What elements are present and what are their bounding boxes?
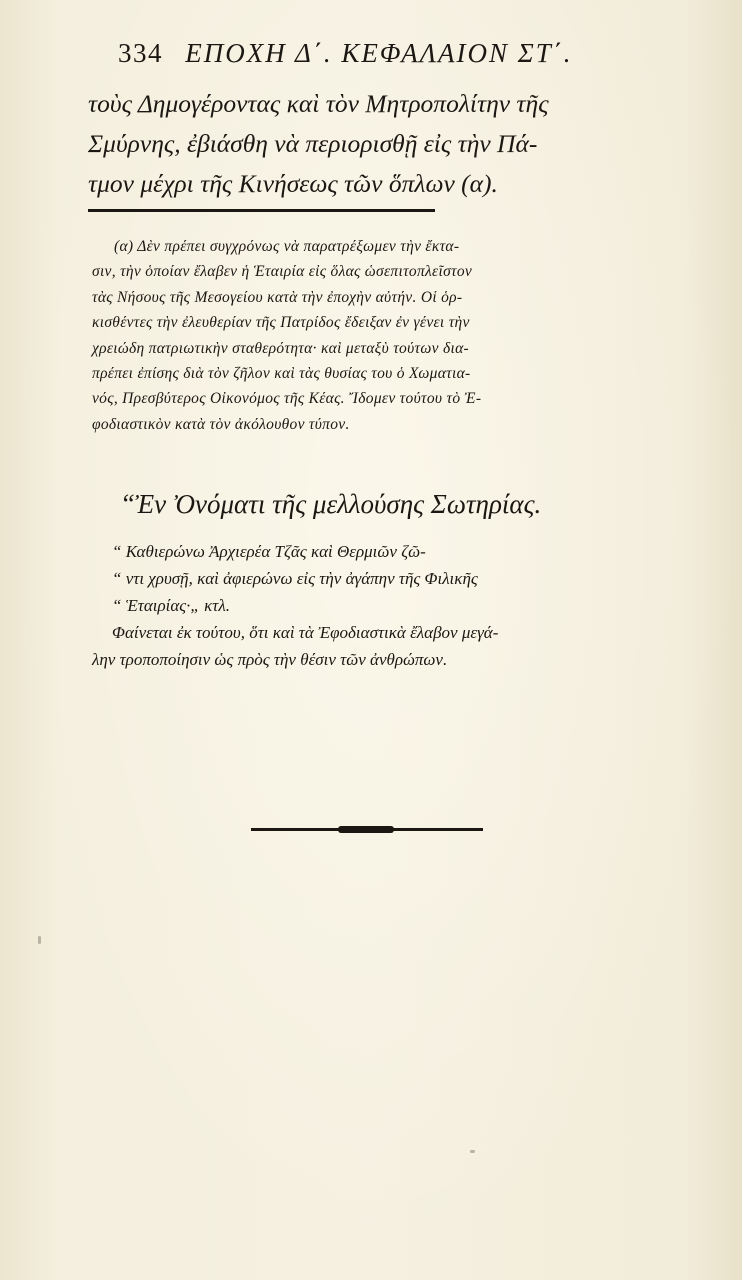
main-paragraph bbox=[88, 84, 688, 204]
running-head: ΕΠΟΧΗ Δ΄. ΚΕΦΑΛΑΙΟΝ ΣΤ΄. bbox=[185, 38, 573, 68]
quote-body bbox=[92, 538, 690, 673]
main-line: Σμύρνης, ἐβιάσθη νὰ περιορισθῇ εἰς τὴν Πά- bbox=[88, 129, 538, 158]
main-line: τμον μέχρι τῆς Κινήσεως τῶν ὅπλων (α). bbox=[88, 169, 498, 198]
quote-line: λην τροποποίησιν ὡς πρὸς τὴν θέσιν τῶν ἀνθρώπων. bbox=[92, 650, 448, 669]
footnote-line: τὰς Νήσους τῆς Μεσογείου κατὰ τὴν ἐποχὴν αὐτήν. Οἱ ὁρ- bbox=[92, 288, 463, 306]
footnote-line: φοδιαστικὸν κατὰ τὸν ἀκόλουθον τύπον. bbox=[92, 415, 350, 433]
paper-speck bbox=[38, 936, 41, 944]
footnote-line: σιν, τὴν ὁποίαν ἔλαβεν ἡ Ἑταιρία εἰς ὅλας ὡσεπιτοπλεῖστον bbox=[92, 263, 473, 281]
quote-line: “ Καθιερώνω Ἀρχιερέα Τζᾶς καὶ Θερμιῶν ζῶ- bbox=[112, 542, 426, 561]
footnote-line: (α) Δὲν πρέπει συγχρόνως νὰ παρατρέξωμεν τὴν ἔκτα- bbox=[114, 238, 460, 255]
quote-line: Φαίνεται ἐκ τούτου, ὅτι καὶ τὰ Ἐφοδιαστικὰ ἔλαβον μεγά- bbox=[112, 623, 499, 642]
quote-title: “Ἐν Ὀνόματι τῆς μελλούσης Σωτηρίας. bbox=[120, 489, 542, 519]
footnote-line: χρειώδη πατριωτικὴν σταθερότητα· καὶ μεταξὺ τούτων δια- bbox=[92, 339, 469, 357]
end-ornament-center bbox=[338, 826, 394, 833]
footnote-separator-rule bbox=[88, 209, 435, 212]
footnote bbox=[92, 234, 690, 437]
paper-speck bbox=[470, 1150, 475, 1153]
footnote-line: νός, Πρεσβύτερος Οἰκονόμος τῆς Κέας. Ἴδομεν τούτου τὸ Ἐ- bbox=[92, 390, 482, 408]
quote-line: “ ντι χρυσῇ, καὶ ἀφιερώνω εἰς τὴν ἀγάπην τῆς Φιλικῆς bbox=[112, 569, 478, 588]
main-line: τοὺς Δημογέροντας καὶ τὸν Μητροπολίτην τῆς bbox=[88, 89, 549, 118]
footnote-line: κισθέντες τὴν ἐλευθερίαν τῆς Πατρίδος ἔδειξαν ἐν γένει τὴν bbox=[92, 314, 470, 332]
quote-line: “ Ἑταιρίας·„ κτλ. bbox=[112, 596, 230, 615]
page-number: 334 bbox=[118, 38, 163, 68]
page-header bbox=[118, 38, 618, 74]
footnote-line: πρέπει ἐπίσης διὰ τὸν ζῆλον καὶ τὰς θυσίας του ὁ Χωματια- bbox=[92, 365, 471, 383]
